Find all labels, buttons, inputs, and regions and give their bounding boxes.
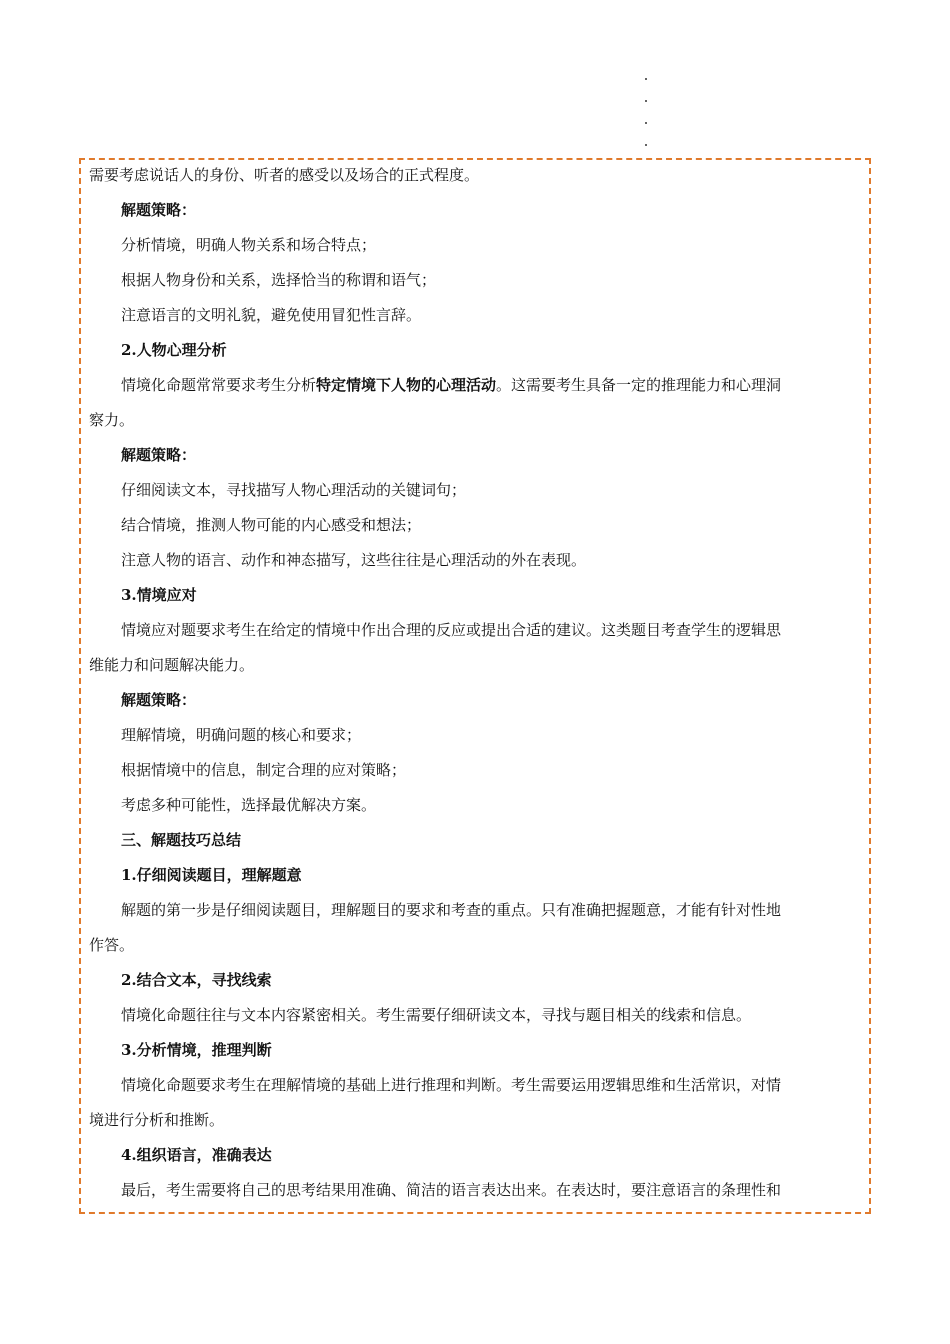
section-heading-8: 解题策略： [121, 446, 197, 464]
dot-mark [645, 100, 647, 102]
text-line-10: 结合情境，推测人物可能的内心感受和想法； [121, 516, 422, 534]
text-line-7: 察力。 [89, 411, 135, 429]
text-line-3: 根据人物身份和关系，选择恰当的称谓和语气； [121, 271, 437, 289]
section-heading-5: 2.人物心理分析 [121, 341, 227, 359]
section-heading-25: 3.分析情境，推理判断 [121, 1041, 272, 1059]
section-heading-28: 4.组织语言，准确表达 [121, 1146, 272, 1164]
text-line-14: 维能力和问题解决能力。 [89, 656, 255, 674]
text-line-26: 情境化命题要求考生在理解情境的基础上进行推理和判断。考生需要运用逻辑思维和生活常识，对情 [121, 1076, 782, 1094]
text-line-29: 最后，考生需要将自己的思考结果用准确、简洁的语言表达出来。在表达时，要注意语言的条理性和 [121, 1181, 782, 1199]
section-heading-1: 解题策略： [121, 201, 197, 219]
dot-mark [645, 122, 647, 124]
text-line-6-post: 。这需要考生具备一定的推理能力和心理洞 [496, 376, 782, 394]
text-line-6-pre: 情境化命题常常要求考生分析 [121, 376, 317, 394]
section-heading-12: 3.情境应对 [121, 586, 197, 604]
section-heading-15: 解题策略： [121, 691, 197, 709]
content-frame [79, 158, 871, 1214]
section-heading-19: 三、解题技巧总结 [121, 831, 242, 849]
dot-mark [645, 78, 647, 80]
text-line-0: 需要考虑说话人的身份、听者的感受以及场合的正式程度。 [89, 166, 480, 184]
section-heading-23: 2.结合文本，寻找线索 [121, 971, 272, 989]
text-line-2: 分析情境，明确人物关系和场合特点； [121, 236, 377, 254]
section-heading-20: 1.仔细阅读题目，理解题意 [121, 866, 302, 884]
text-line-18: 考虑多种可能性，选择最优解决方案。 [121, 796, 377, 814]
text-line-13: 情境应对题要求考生在给定的情境中作出合理的反应或提出合适的建议。这类题目考查学生的逻辑思 [121, 621, 782, 639]
dot-mark [645, 144, 647, 146]
text-line-27: 境进行分析和推断。 [89, 1111, 225, 1129]
text-line-17: 根据情境中的信息，制定合理的应对策略； [121, 761, 407, 779]
text-line-21: 解题的第一步是仔细阅读题目，理解题目的要求和考查的重点。只有准确把握题意，才能有针对性地 [121, 901, 782, 919]
text-line-24: 情境化命题往往与文本内容紧密相关。考生需要仔细研读文本，寻找与题目相关的线索和信息。 [121, 1006, 752, 1024]
margin-dots [645, 78, 651, 166]
text-line-9: 仔细阅读文本，寻找描写人物心理活动的关键词句； [121, 481, 467, 499]
text-line-6-emphasis: 特定情境下人物的心理活动 [316, 376, 497, 394]
text-line-4: 注意语言的文明礼貌，避免使用冒犯性言辞。 [121, 306, 422, 324]
text-line-11: 注意人物的语言、动作和神态描写，这些往往是心理活动的外在表现。 [121, 551, 587, 569]
text-line-16: 理解情境，明确问题的核心和要求； [121, 726, 362, 744]
text-line-22: 作答。 [89, 936, 135, 954]
text-line-6 [121, 374, 781, 396]
